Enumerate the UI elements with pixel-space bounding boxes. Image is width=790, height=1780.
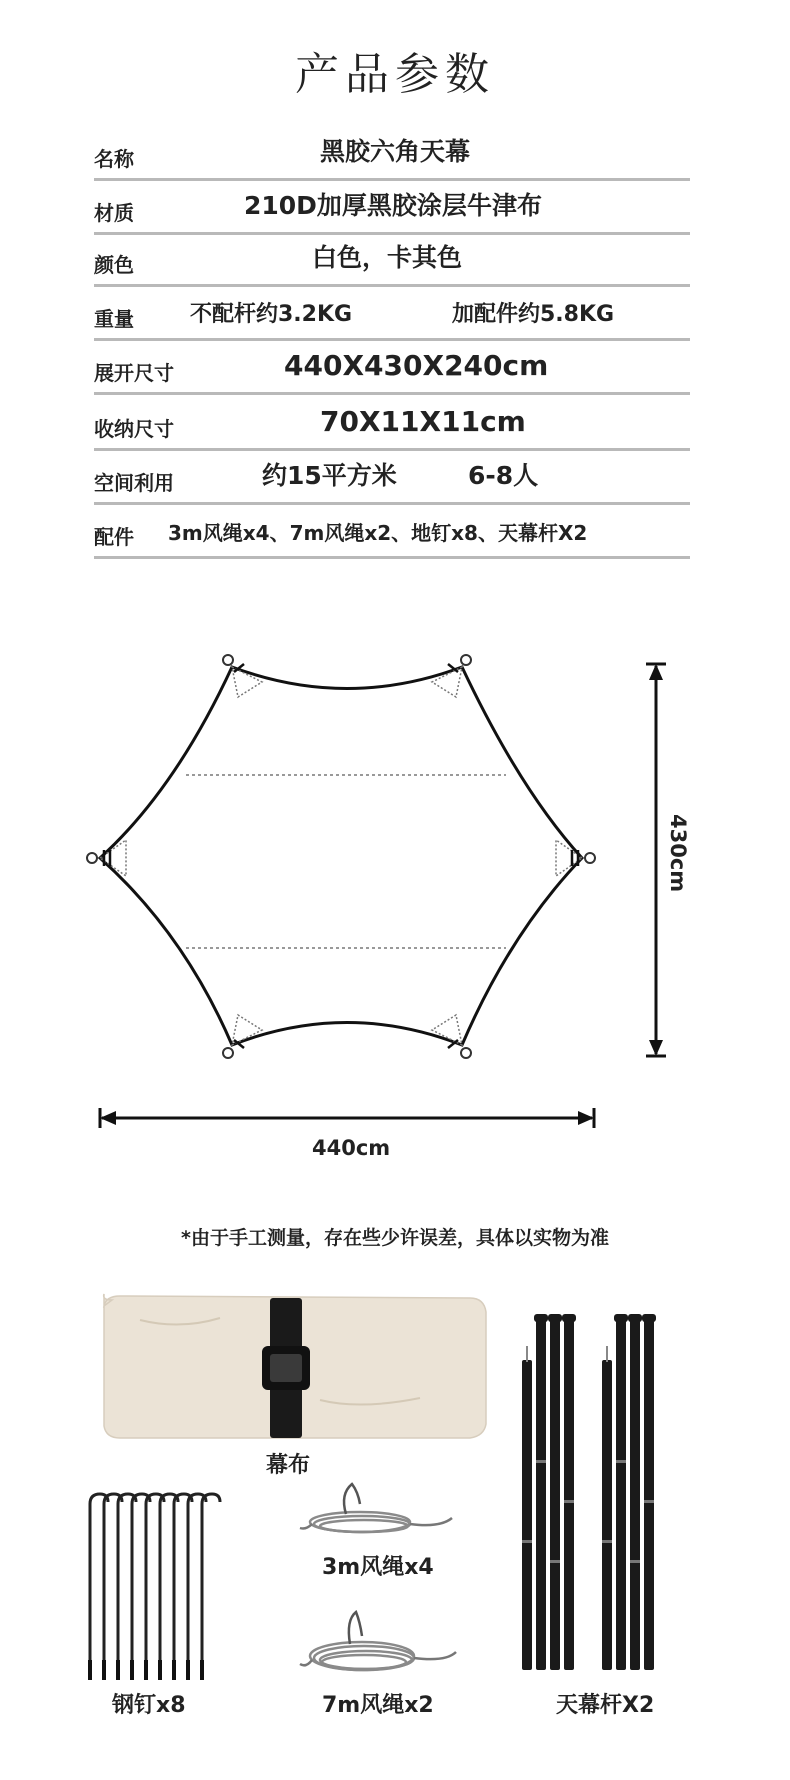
spec-value-a: 不配杆约3.2KG	[190, 302, 353, 327]
rope-3m-caption: 3m风绳x4	[322, 1555, 434, 1580]
canopy-caption: 幕布	[266, 1453, 311, 1478]
measurement-note: *由于手工测量，存在些少许误差，具体以实物为准	[181, 1227, 609, 1249]
height-dimension-arrow	[646, 664, 666, 1056]
rolled-canopy-image	[104, 1294, 486, 1438]
spec-label: 展开尺寸	[94, 361, 174, 385]
spec-value: 黑胶六角天幕	[320, 137, 471, 166]
spec-label: 材质	[94, 201, 134, 225]
spec-value: 白色，卡其色	[312, 243, 463, 272]
rope-3m-image	[300, 1484, 452, 1532]
hexagon-tarp-diagram	[87, 655, 595, 1058]
spec-label: 配件	[94, 525, 134, 549]
spec-value: 70X11X11cm	[320, 405, 526, 438]
spec-label: 空间利用	[94, 471, 174, 495]
rope-7m-caption: 7m风绳x2	[322, 1693, 434, 1718]
width-dimension-arrow	[100, 1108, 594, 1128]
page-title: 产品参数	[295, 49, 495, 100]
stakes-caption: 钢钉x8	[112, 1693, 186, 1718]
spec-value-b: 6-8人	[468, 461, 539, 490]
spec-value: 210D加厚黑胶涂层牛津布	[244, 191, 542, 220]
canopy-poles-image	[522, 1314, 656, 1670]
poles-caption: 天幕杆X2	[556, 1693, 655, 1718]
spec-value-a: 约15平方米	[262, 461, 397, 490]
width-dimension-label: 440cm	[312, 1136, 391, 1160]
steel-stakes-image	[90, 1494, 220, 1680]
spec-value: 440X430X240cm	[284, 349, 549, 382]
height-dimension-label: 430cm	[666, 814, 690, 893]
spec-label: 收纳尺寸	[94, 417, 174, 441]
spec-label: 重量	[94, 307, 134, 331]
spec-value-b: 加配件约5.8KG	[452, 302, 615, 327]
tarp-outline	[100, 667, 582, 1045]
spec-label: 颜色	[94, 253, 134, 277]
rope-7m-image	[300, 1612, 456, 1670]
spec-value: 3m风绳x4、7m风绳x2、地钉x8、天幕杆X2	[168, 521, 588, 545]
spec-label: 名称	[94, 147, 134, 171]
